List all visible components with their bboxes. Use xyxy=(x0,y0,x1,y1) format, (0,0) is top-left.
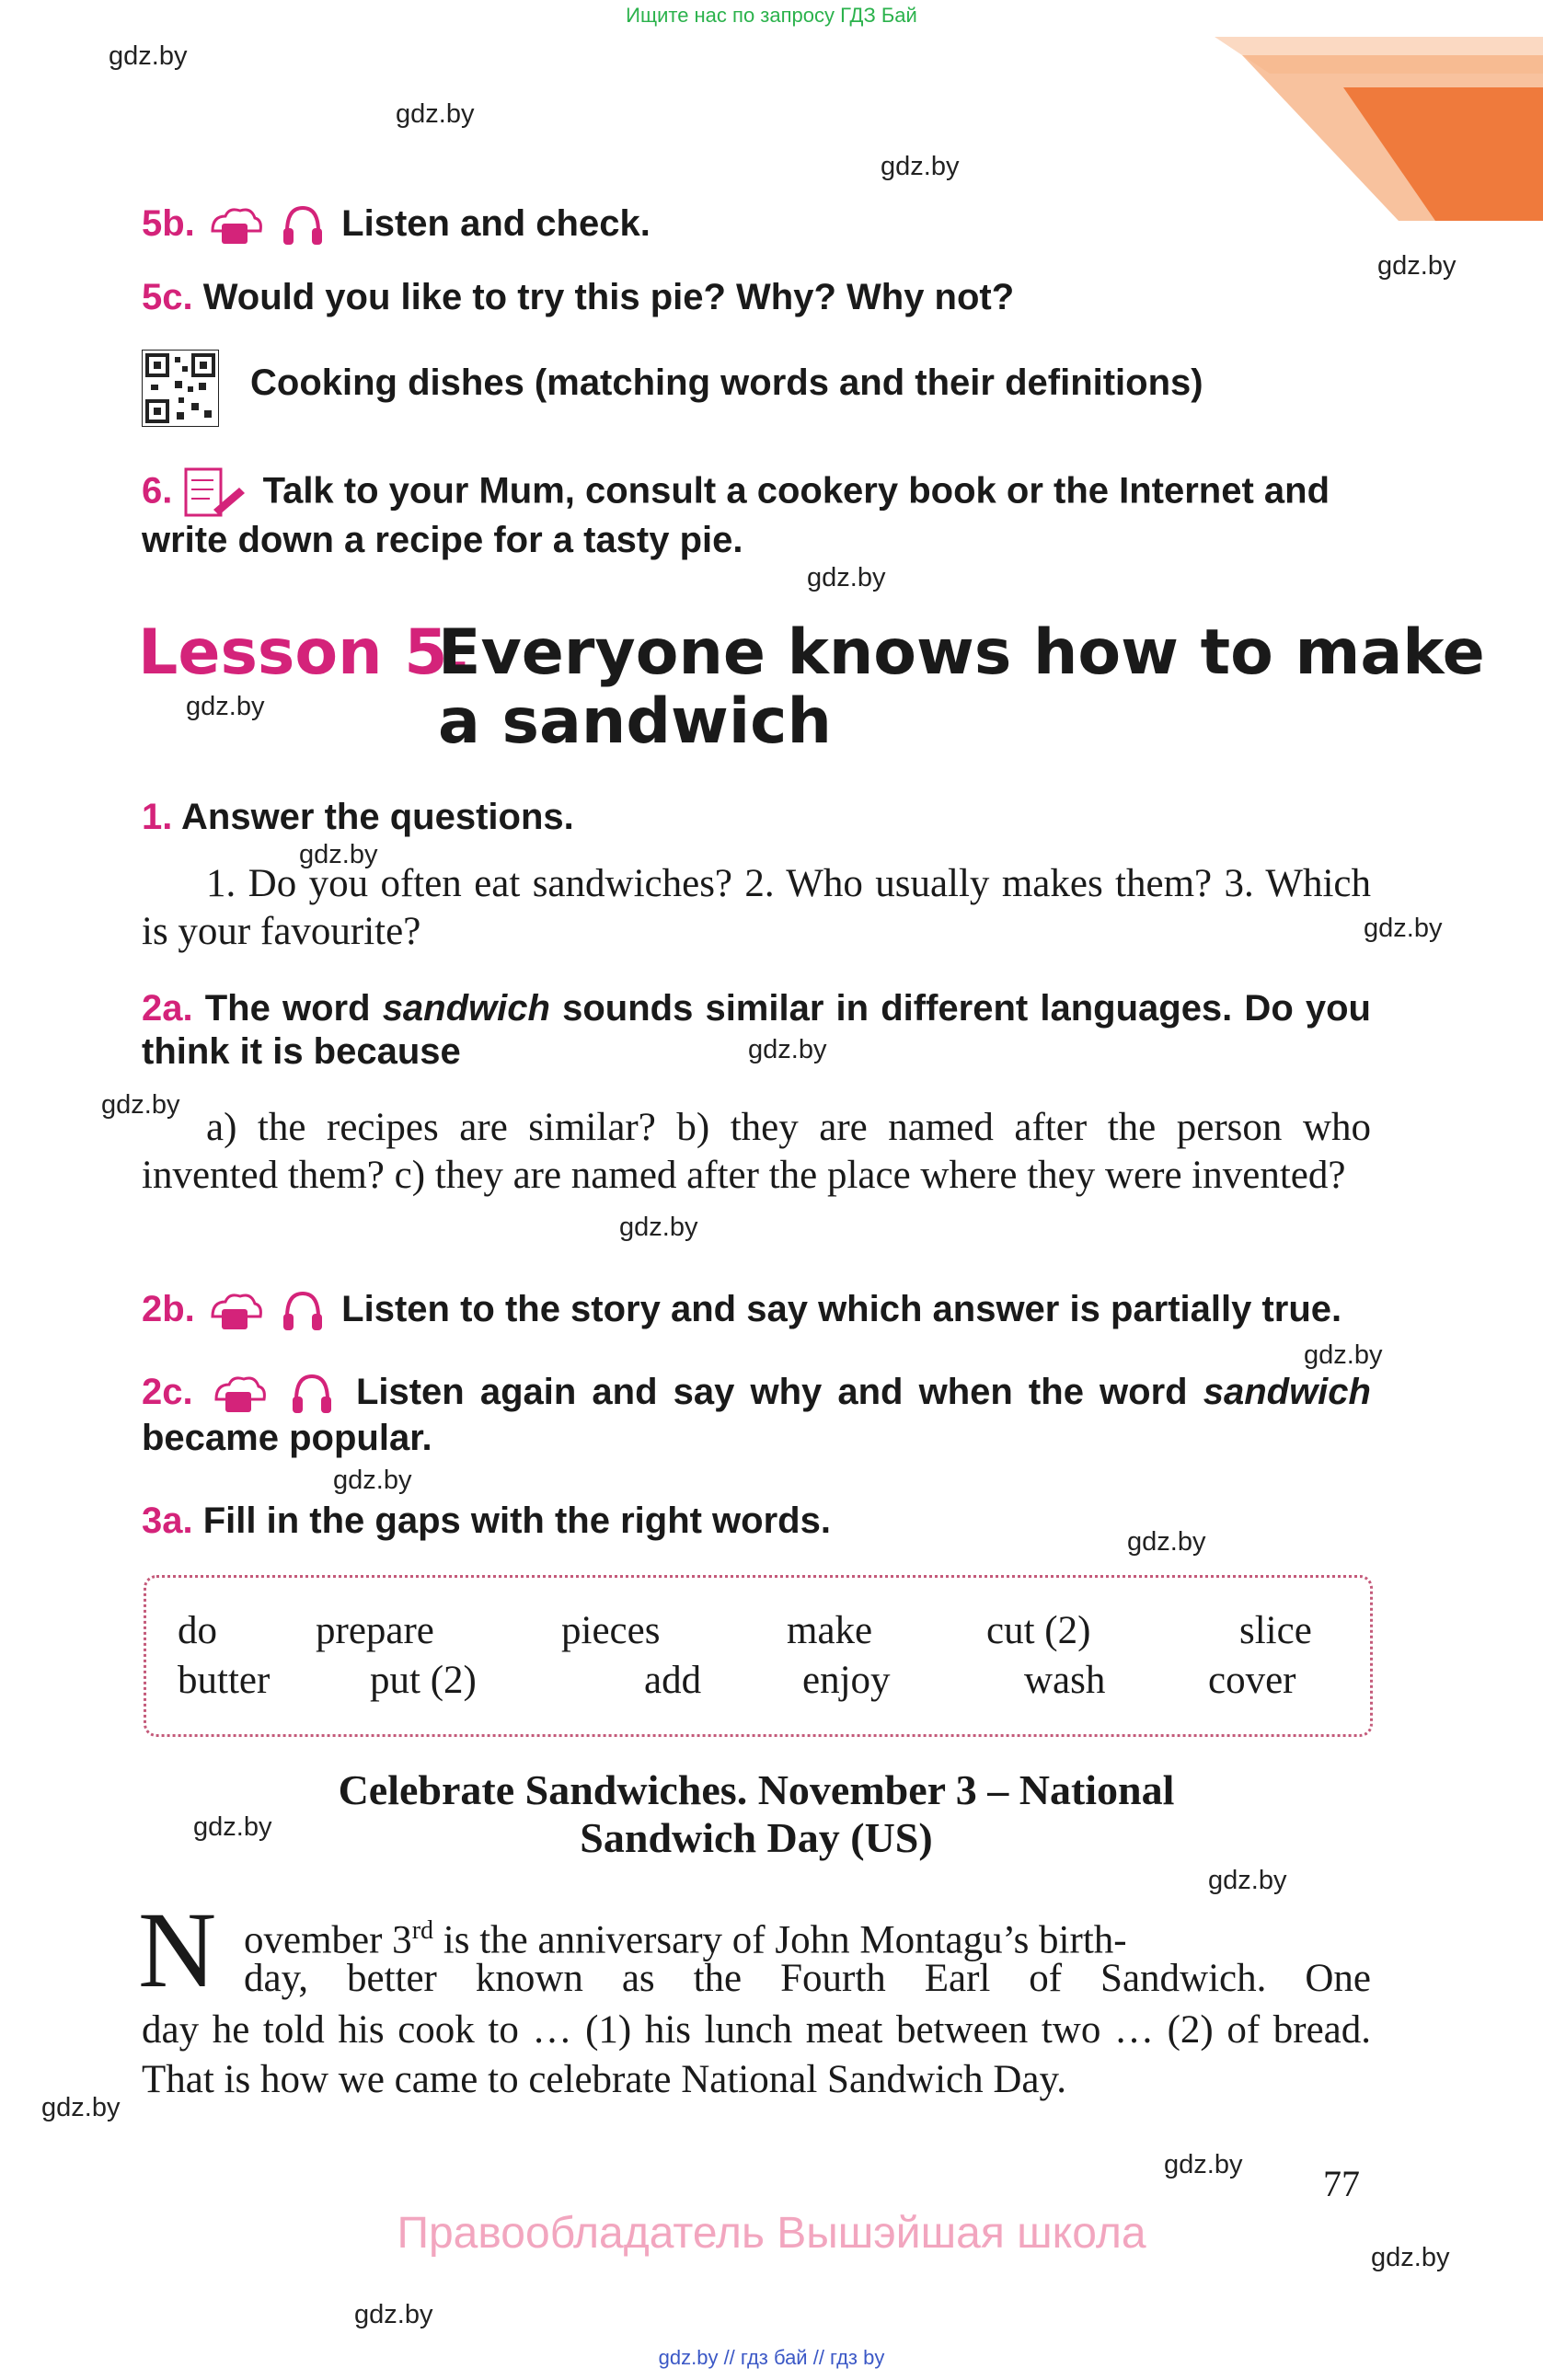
word-box-word: wash xyxy=(1024,1659,1106,1702)
exercise-2c xyxy=(142,1371,1371,1460)
lesson-label: Lesson 5. xyxy=(138,616,472,689)
task-text-emphasis: sandwich xyxy=(1203,1372,1371,1412)
article-line2: day, better known as the Fourth Earl of Sandwich. One xyxy=(244,1957,1371,2000)
word-box-word: make xyxy=(787,1609,873,1652)
watermark: gdz.by xyxy=(101,1090,180,1120)
task-number: 5b. xyxy=(142,203,195,244)
watermark: gdz.by xyxy=(1371,2243,1450,2272)
watermark: gdz.by xyxy=(807,563,886,592)
watermark: gdz.by xyxy=(748,1035,827,1064)
word-box-word: enjoy xyxy=(802,1659,891,1702)
task-6 xyxy=(142,467,1371,562)
word-box-word: add xyxy=(644,1659,702,1702)
watermark: gdz.by xyxy=(1208,1866,1287,1895)
task-text-emphasis: sandwich xyxy=(382,988,550,1029)
word-box-word: slice xyxy=(1239,1609,1312,1652)
task-text-post: sounds similar in different languages. Do you think it is because xyxy=(142,988,1371,1072)
task-text: Fill in the gaps with the right words. xyxy=(202,1500,831,1541)
exercise-2a-body: a) the recipes are similar? b) they are named after the person who invented them? c) they are named after the place where they were invented? xyxy=(142,1106,1371,1197)
task-text-pre: The word xyxy=(204,988,383,1029)
watermark: gdz.by xyxy=(619,1213,698,1242)
lesson-title-line1: Everyone knows how to make xyxy=(438,616,1485,689)
word-box-word: put (2) xyxy=(370,1659,477,1702)
watermark: gdz.by xyxy=(1364,914,1443,943)
task-5c xyxy=(142,276,1371,319)
exercise-3a xyxy=(142,1500,1371,1543)
watermark: gdz.by xyxy=(299,840,378,869)
article-line1-end: is the anniversary of John Montagu’s birth- xyxy=(433,1918,1127,1962)
drop-cap: N xyxy=(138,1890,217,2010)
task-number: 2c. xyxy=(142,1372,193,1412)
watermark: gdz.by xyxy=(881,152,960,181)
top-banner: Ищите нас по запросу ГДЗ Бай xyxy=(626,4,917,27)
watermark: gdz.by xyxy=(41,2093,121,2122)
task-text: Would you like to try this pie? Why? Why not? xyxy=(202,277,1015,317)
audio-cd-icon xyxy=(205,1289,264,1333)
task-text: Answer the questions. xyxy=(181,797,574,837)
task-text-post: became popular. xyxy=(142,1418,432,1459)
task-number: 1. xyxy=(142,797,173,837)
task-number: 2b. xyxy=(142,1289,195,1329)
lesson-title-line2: a sandwich xyxy=(438,685,832,758)
watermark: gdz.by xyxy=(1164,2150,1243,2179)
task-number: 6. xyxy=(142,470,173,512)
exercise-1-body: 1. Do you often eat sandwiches? 2. Who usually makes them? 3. Which is your favourite? xyxy=(142,862,1371,953)
footer-links[interactable]: gdz.by // гдз бай // гдз by xyxy=(658,2346,885,2369)
task-text-pre: Listen again and say why and when the word xyxy=(355,1372,1203,1412)
corner-decoration xyxy=(1215,37,1543,221)
article-body: day he told his cook to … (1) his lunch meat between two … (2) of bread. That is how we came to celebrate National Sandwich Day. xyxy=(142,2008,1371,2101)
watermark: gdz.by xyxy=(1127,1527,1206,1557)
task-number: 5c. xyxy=(142,277,193,317)
watermark: gdz.by xyxy=(354,2300,433,2329)
ordinal-suffix: rd xyxy=(411,1916,434,1945)
word-box-word: do xyxy=(178,1609,217,1652)
word-box-word: butter xyxy=(178,1659,271,1702)
watermark: gdz.by xyxy=(1304,1340,1383,1370)
qr-task-text: Cooking dishes (matching words and their definitions) xyxy=(250,362,1203,403)
watermark: gdz.by xyxy=(333,1466,412,1495)
word-box-word: pieces xyxy=(561,1609,661,1652)
word-box xyxy=(144,1575,1373,1737)
headphones-icon xyxy=(280,202,326,248)
task-text: Listen to the story and say which answer is partially true. xyxy=(341,1289,1342,1329)
word-box-word: cover xyxy=(1208,1659,1296,1702)
watermark: gdz.by xyxy=(193,1812,272,1842)
headphones-icon xyxy=(280,1288,326,1334)
task-number: 3a. xyxy=(142,1500,193,1541)
audio-cd-icon xyxy=(205,203,264,247)
watermark: gdz.by xyxy=(396,99,475,129)
task-text: Talk to your Mum, consult a cookery book or the Internet and write down a recipe for a tasty pie. xyxy=(142,470,1330,560)
headphones-icon xyxy=(289,1371,335,1417)
page-number: 77 xyxy=(1323,2163,1360,2204)
word-box-word: prepare xyxy=(316,1609,434,1652)
task-number: 2a. xyxy=(142,988,193,1029)
writing-icon xyxy=(182,467,247,519)
watermark: gdz.by xyxy=(1377,251,1457,281)
task-text: Listen and check. xyxy=(341,203,651,244)
article-title-line1: Celebrate Sandwiches. November 3 – National xyxy=(338,1766,1175,1813)
watermark: gdz.by xyxy=(186,692,265,721)
watermark: gdz.by xyxy=(109,41,188,71)
copyright-notice: Правообладатель Вышэйшая школа xyxy=(397,2209,1146,2258)
article-title-line2: Sandwich Day (US) xyxy=(580,1814,933,1861)
audio-cd-icon xyxy=(209,1372,268,1416)
word-box-word: cut (2) xyxy=(986,1609,1091,1652)
article-line1-start: ovember 3 xyxy=(244,1918,412,1962)
exercise-2a xyxy=(142,987,1371,1074)
qr-code-icon[interactable] xyxy=(142,350,219,427)
exercise-1 xyxy=(142,796,1371,839)
task-5b xyxy=(142,202,1371,248)
exercise-2b xyxy=(142,1288,1371,1334)
